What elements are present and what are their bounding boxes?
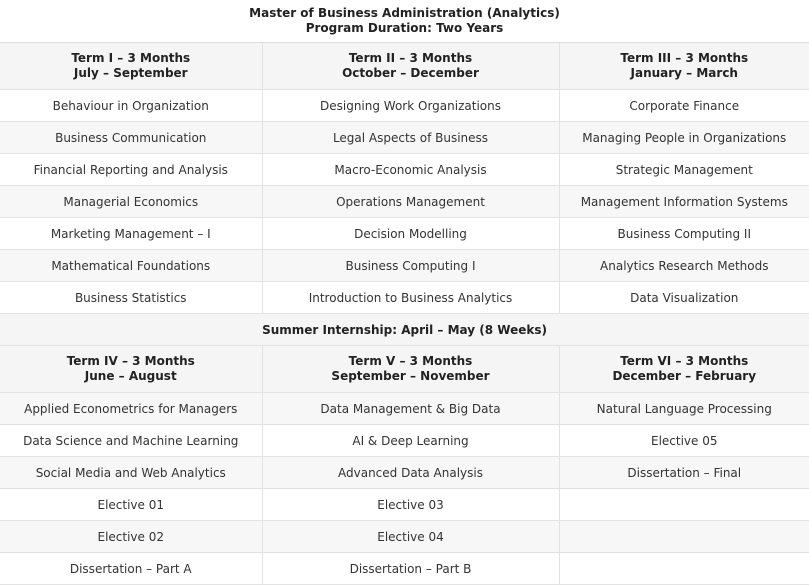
course-cell: Dissertation – Final: [559, 457, 809, 489]
term-header: [559, 43, 809, 90]
course-cell: [559, 489, 809, 521]
course-cell: Introduction to Business Analytics: [262, 282, 559, 314]
internship-row: [0, 314, 809, 346]
table-row: [0, 122, 809, 154]
course-cell: Elective 03: [262, 489, 559, 521]
term-header: [0, 346, 262, 393]
term-name: Term I – 3 Months: [71, 51, 191, 65]
course-cell: Mathematical Foundations: [0, 250, 262, 282]
course-cell: [559, 521, 809, 553]
course-cell: AI & Deep Learning: [262, 425, 559, 457]
term-period: October – December: [342, 66, 479, 80]
course-cell: Marketing Management – I: [0, 218, 262, 250]
course-cell: Business Communication: [0, 122, 262, 154]
course-cell: Data Visualization: [559, 282, 809, 314]
table-row: [0, 250, 809, 282]
term-name: Term V – 3 Months: [348, 354, 473, 368]
internship-label: Summer Internship: April – May (8 Weeks): [0, 314, 809, 346]
course-cell: Elective 05: [559, 425, 809, 457]
table-row: [0, 154, 809, 186]
course-cell: Natural Language Processing: [559, 393, 809, 425]
term-name: Term VI – 3 Months: [620, 354, 749, 368]
term-header: [0, 43, 262, 90]
course-cell: Designing Work Organizations: [262, 90, 559, 122]
course-cell: Analytics Research Methods: [559, 250, 809, 282]
table-row: [0, 90, 809, 122]
term-header-row: [0, 43, 809, 90]
table-row: [0, 393, 809, 425]
course-cell: Business Computing I: [262, 250, 559, 282]
term-header: [262, 346, 559, 393]
term-period: June – August: [84, 369, 177, 383]
table-row: [0, 218, 809, 250]
term-period: December – February: [612, 369, 757, 383]
course-cell: Corporate Finance: [559, 90, 809, 122]
course-cell: Macro-Economic Analysis: [262, 154, 559, 186]
table-row: [0, 425, 809, 457]
course-cell: Elective 04: [262, 521, 559, 553]
term-period: September – November: [331, 369, 490, 383]
course-cell: Applied Econometrics for Managers: [0, 393, 262, 425]
course-cell: Social Media and Web Analytics: [0, 457, 262, 489]
term-name: Term III – 3 Months: [620, 51, 749, 65]
course-cell: Dissertation – Part B: [262, 553, 559, 585]
course-cell: Decision Modelling: [262, 218, 559, 250]
course-cell: Data Management & Big Data: [262, 393, 559, 425]
program-title-cell: [0, 0, 809, 43]
course-cell: Operations Management: [262, 186, 559, 218]
term-name: Term IV – 3 Months: [66, 354, 195, 368]
course-cell: Management Information Systems: [559, 186, 809, 218]
course-cell: Elective 02: [0, 521, 262, 553]
course-cell: Business Statistics: [0, 282, 262, 314]
course-cell: Strategic Management: [559, 154, 809, 186]
term-name: Term II – 3 Months: [348, 51, 473, 65]
term-period: January – March: [630, 66, 738, 80]
course-cell: [559, 553, 809, 585]
table-row: [0, 457, 809, 489]
table-row: [0, 553, 809, 585]
course-cell: Behaviour in Organization: [0, 90, 262, 122]
course-cell: Advanced Data Analysis: [262, 457, 559, 489]
course-cell: Managing People in Organizations: [559, 122, 809, 154]
program-title: Master of Business Administration (Analytics): [249, 6, 560, 20]
course-cell: Elective 01: [0, 489, 262, 521]
course-cell: Legal Aspects of Business: [262, 122, 559, 154]
term-header-row: [0, 346, 809, 393]
course-cell: Dissertation – Part A: [0, 553, 262, 585]
table-row: [0, 282, 809, 314]
table-row: [0, 186, 809, 218]
course-cell: Business Computing II: [559, 218, 809, 250]
term-header: [559, 346, 809, 393]
course-cell: Managerial Economics: [0, 186, 262, 218]
term-header: [262, 43, 559, 90]
table-row: [0, 489, 809, 521]
term-period: July – September: [73, 66, 188, 80]
title-row: [0, 0, 809, 43]
table-row: [0, 521, 809, 553]
course-cell: Data Science and Machine Learning: [0, 425, 262, 457]
program-duration: Program Duration: Two Years: [305, 21, 504, 35]
course-cell: Financial Reporting and Analysis: [0, 154, 262, 186]
